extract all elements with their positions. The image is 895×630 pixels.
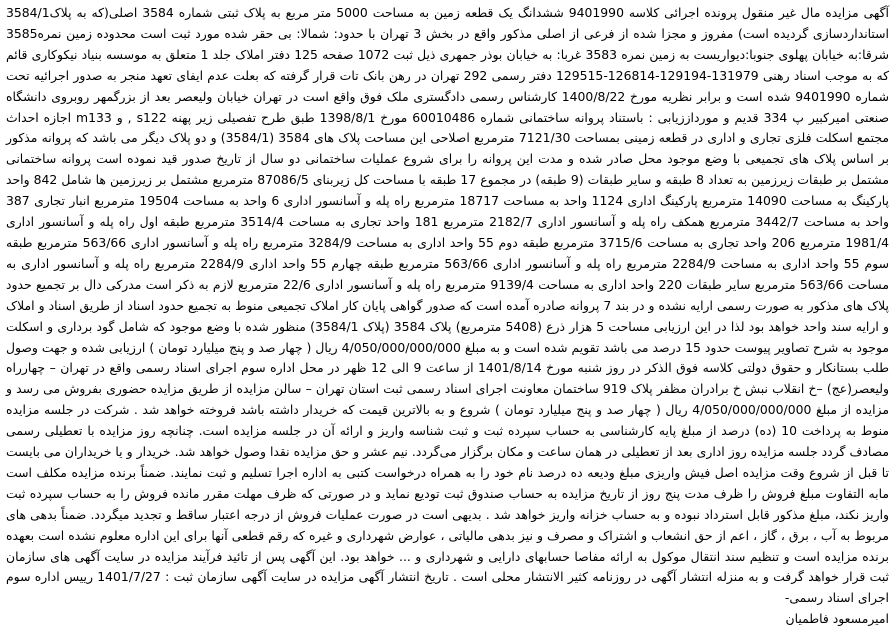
notice-signature: امیرمسعود فاطمیان	[785, 611, 889, 627]
notice-body-text: آگهی مزایده مال غیر منقول پرونده اجرائی کلاسه 9401990 ششدانگ یک قطعه زمین به مساحت 5000 متر مربع به پلاک ثبتی شماره 3584 اصلی(که به پلاک3584/1 استانداردسازی گردیده است) مفروز و مجزا شده از فرعی از اصلی مذکور واقع در بخش 3 تهران با حدود: شمالا: بی حقر شده مورد ثبت است محدوده زمین نمره3585 شرقا:به خیابان پهلوی جنوبا:دیواریست به زمین نمره 3583 غربا: به خیابان بوذر جمهری ذیل ثبت 1072 صفحه 125 دفتر املاک جلد 1 متعلق به موسسه بنیاد نیکوکاری قائم که به موجب اسناد رهنی 131979-129194-126814-129515 دفتر رسمی 292 تهران در رهن بانک تات قرار گرفته که بعلت عدم ایفای تعهد منجر به صدور اجرائیه تحت شماره 9401990 شده است و برابر نظریه مورخ 1400/8/22 کارشناس رسمی دادگستری ملک فوق واقع است در تهران خیابان ولیعصر بعد از بزرگمهر روبروی دانشگاه صنعتی امیرکبیر پ 334 قدیم و مورداززیابی : باستناد پروانه ساختمانی شماره 60010486 مورخ 1398/8/1 طبق طرح تفصیلی زیر پهنه s122 , و m133 اجازه احداث مجتمع اسکلت فلزی تجاری و اداری در قطعه زمینی بمساحت 7121/30 مترمربع اصلاحی این مساحت پلاک های 3584 (3584/1) و دو پلاک دیگر می باشد که پروانه مذکور بر اساس پلاک های تجمیعی با وضع موجود محل صادر شده و مدت این پروانه را برای شروع عملیات ساختمانی دو سال از تاریخ صدور قید نموده است پروانه ساختمانی مشتمل بر طبقات زیرزمین به تعداد 8 طبقه و سایر طبقات (9 طبقه) در مجموع 17 طبقه با مساحت کل زیربنای 87086/5 مترمربع مشتمل بر زیرزمین ها شامل 842 واحد پارکینگ به مساحت 14090 مترمربع پارکینگ اداری 1124 واحد به مساحت 18717 مترمربع راه پله و آسانسور اداری 6 واحد به مساحت 19504 مترمربع انبار تجاری 387 واحد به مساحت 3442/7 مترمربع همکف راه پله و آسانسور اداری 2182/7 مترمربع 181 واحد تجاری به مساحت 3514/4 مترمربع طبقه اول راه پله و آسانسور اداری 1981/4 مترمربع 206 واحد تجاری به مساحت 3715/6 مترمربع طبقه دوم 55 واحد اداری به مساحت 3284/9 مترمربع راه پله و آسانسور اداری 563/66 مترمربع طبقه سوم 55 واحد اداری به مساحت 2284/9 مترمربع راه پله و آسانسور اداری 563/66 مترمربع طبقه چهارم 55 واحد اداری 2284/9 مترمربع راه پله و آسانسور اداری به مساحت 563/66 مترمربع سایر طبقات 220 واحد اداری به مساحت 9139/4 مترمربع راه پله و آسانسور اداری 22/6 مترمربع لازم به ذکر است مدرکی دال بر تجمیع حدود پلاک های مذکور به صورت رسمی ارایه نشده و در بند 7 پروانه صادره آمده است که صدور گواهی پایان کار املاک تجمیعی منوط به تجمیع حدود اسناد از طریق اسناد و املاک و ارایه سند واحد خواهد بود لذا در این ارزیابی مساحت 5 هزار ذرع (5408 مترمربع) پلاک 3584 (پلاک 3584/1) منظور شده با وضع موجود که شامل گود برداری و اسکلت موجود به شرح تصاویر پیوست حدود 15 درصد می باشد تقویم شده است و به مبلغ 4/050/000/000/000 ریال ( چهار صد و پنج میلیارد تومان ) ارزیابی شده و جهت وصول طلب بستانکار و حقوق دولتی کلاسه فوق الذکر در روز شنبه مورخ 1401/8/14 از ساعت 9 الی 12 ظهر در محل اداره سوم اجرای اسناد رسمی واقع در تهران – چهارراه ولیعصر(عج) –خ انقلاب نبش خ برادران مظفر پلاک 919 ساختمان معاونت اجرای اسناد رسمی ثبت استان تهران – سالن مزایده از طریق مزایده حضوری بفروش می رسد و مزایده از مبلغ 4/050/000/000/000 ریال ( چهار صد و پنج میلیارد تومان ) شروع و به بالاترین قیمت که خریدار داشته باشد فروخته خواهد شد . شرکت در جلسه مزایده منوط به پرداخت 10 (ده) درصد از مبلغ پایه کارشناسی به حساب سپرده ثبت و ثبت شناسه واریز و ارائه آن در جلسه مزایده است. چنانچه روز مزایده با تعطیلی رسمی مصادف گردد جلسه مزایده روز اداری بعد از تعطیلی در همان ساعت و مکان برگزار می‌گردد. نیم عشر و حق مزایده نقدا وصول خواهد شد. خریدار و یا خریداران می بایست تا قبل از شروع وقت مزایده اصل فیش واریزی مبلغ ودیعه ده درصد نام خود را به همراه درخواست کتبی به اداره اجرا تسلیم و ثبت نمایند. ضمناً برنده مزایده مکلف است مابه التفاوت مبلغ فروش را ظرف مدت پنج روز از تاریخ مزایده به حساب صندوق ثبت تودیع نماید و در صورتی که ظرف مهلت مقرر مانده فروش را به حساب سپرده ثبت واریز نکند، مبلغ مذکور قابل استرداد نبوده و به حساب خزانه واریز خواهد شد . بدیهی است در صورت عملیات فروش از درجه اعتبار ساقط و تجدید میگردد. ضمناً بدهی های مربوط به آب ، برق ، گاز ، اعم از حق انشعاب و اشتراک و مصرف و نیز بدهی مالیاتی ، عوارض شهرداری و غیره که رقم قطعی آنها برای این اداره معلوم نشده است بعهده برنده مزایده است و تنظیم سند انتقال موکول به ارائه مفاصا حسابهای دارایی و شهرداری و ... خواهد بود. این آگهی پس از تائید فرآیند مزایده در سایت آگهی های سازمان ثبت قرار خواهد گرفت و به منزله انتشار آگهی در روزنامه کثیر الانتشار محلی است . تاریخ انتشار آگهی مزایده در سایت آگهی سازمان ثبت : 1401/7/27 رییس اداره سوم اجرای اسناد رسمی-	[6, 5, 890, 606]
